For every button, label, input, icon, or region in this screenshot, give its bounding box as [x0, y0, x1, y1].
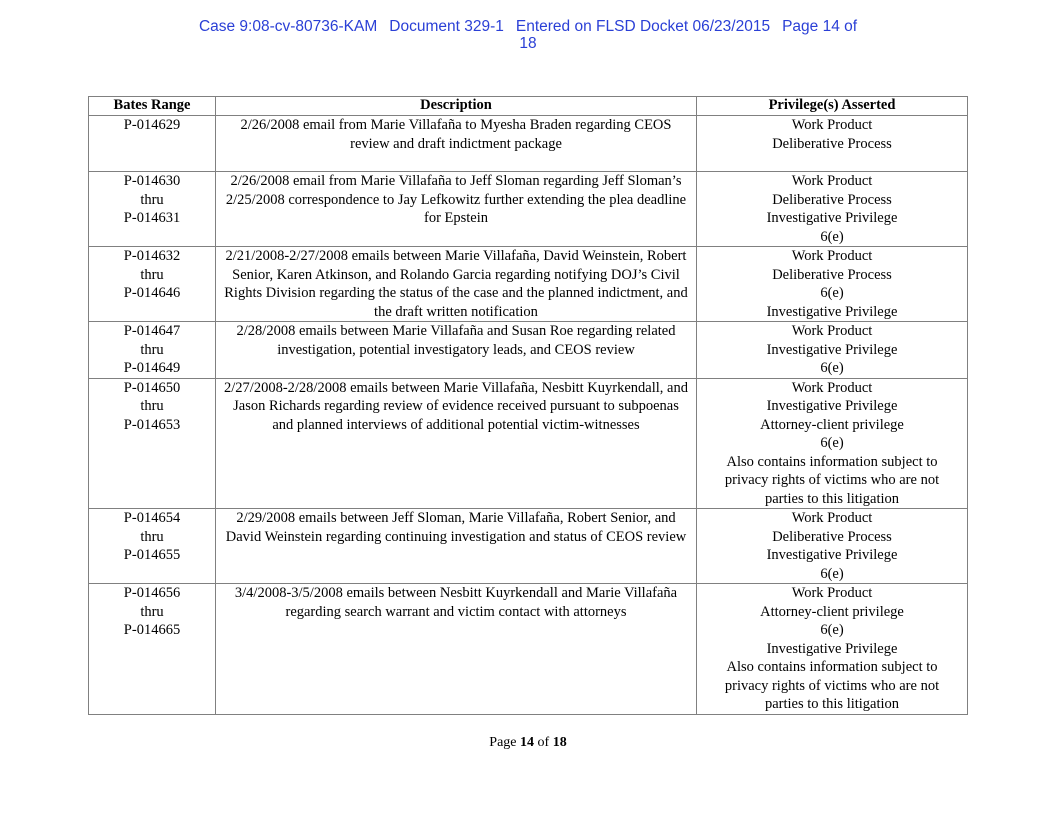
privilege-cell: [697, 322, 968, 379]
privilege-item: 6(e): [820, 565, 844, 582]
privilege-cell: [697, 509, 968, 584]
docket-header-line-1: [0, 18, 1056, 35]
privilege-cell: [697, 116, 968, 172]
description-cell: 2/26/2008 email from Marie Villafaña to Jeff Sloman regarding Jeff Sloman’s 2/25/2008 correspondence to Jay Lefkowitz further extending the plea deadline for Epstein: [216, 172, 697, 247]
bates-line: P-014631: [123, 210, 181, 226]
bates-range-cell: [89, 378, 216, 509]
bates-range-cell: [89, 322, 216, 379]
footer-of-label: of: [537, 735, 550, 750]
column-header-privileges: Privilege(s) Asserted: [697, 97, 968, 116]
page-footer: [0, 735, 1056, 751]
footer-page-total: 18: [552, 735, 567, 750]
privilege-item: Work Product: [791, 248, 873, 264]
privilege-item: privacy rights of victims who are not: [724, 472, 940, 488]
privilege-cell: [697, 172, 968, 247]
table-row: [89, 116, 968, 172]
header-page-total: 18: [519, 35, 537, 52]
column-header-description: Description: [216, 97, 697, 116]
privilege-item: Deliberative Process: [772, 528, 892, 545]
privilege-cell: [697, 584, 968, 715]
bates-line: thru: [140, 603, 164, 620]
privilege-item: 6(e): [820, 228, 844, 245]
footer-page-label: Page: [489, 735, 517, 750]
privilege-item: Work Product: [791, 510, 873, 526]
bates-line: P-014656: [123, 585, 181, 601]
description-cell: 2/26/2008 email from Marie Villafaña to Myesha Braden regarding CEOS review and draft indictment package: [216, 116, 697, 172]
description-cell: 3/4/2008-3/5/2008 emails between Nesbitt Kuyrkendall and Marie Villafaña regarding search warrant and victim contact with attorneys: [216, 584, 697, 715]
bates-range-cell: [89, 247, 216, 322]
docket-header: [0, 18, 1056, 52]
bates-line: P-014653: [123, 416, 181, 433]
bates-line: P-014649: [123, 360, 181, 376]
privilege-item: Deliberative Process: [772, 135, 892, 152]
privilege-item: 6(e): [820, 622, 844, 638]
table-row: [89, 509, 968, 584]
bates-line: P-014665: [123, 622, 181, 638]
privilege-item: Work Product: [791, 323, 873, 339]
bates-line: P-014647: [123, 323, 181, 339]
privilege-item: Investigative Privilege: [766, 398, 898, 414]
bates-line: P-014650: [123, 379, 181, 396]
bates-range-cell: [89, 584, 216, 715]
footer-page-number: 14: [520, 735, 535, 750]
privilege-item: Work Product: [791, 585, 873, 601]
bates-line: P-014632: [123, 248, 181, 264]
column-header-bates: Bates Range: [89, 97, 216, 116]
table-row: [89, 584, 968, 715]
bates-line: P-014629: [123, 117, 181, 133]
privilege-cell: [697, 378, 968, 509]
bates-line: thru: [140, 398, 164, 414]
description-cell: 2/28/2008 emails between Marie Villafaña and Susan Roe regarding related investigation, potential investigatory leads, and CEOS review: [216, 322, 697, 379]
bates-line: P-014646: [123, 285, 181, 301]
privilege-item: Investigative Privilege: [766, 640, 898, 657]
docket-entry-date: Entered on FLSD Docket 06/23/2015: [515, 18, 771, 35]
privilege-item: 6(e): [820, 435, 844, 451]
table-row: [89, 172, 968, 247]
table-row: [89, 378, 968, 509]
bates-line: P-014630: [123, 173, 181, 189]
privilege-item: Attorney-client privilege: [760, 416, 904, 433]
table-row: [89, 247, 968, 322]
bates-line: P-014655: [123, 547, 181, 563]
privilege-item: Investigative Privilege: [766, 547, 898, 563]
bates-range-cell: [89, 509, 216, 584]
header-page-prefix: Page 14 of: [782, 18, 858, 35]
privilege-item: Investigative Privilege: [766, 341, 898, 358]
bates-range-cell: [89, 172, 216, 247]
table-row: [89, 322, 968, 379]
bates-range-cell: [89, 116, 216, 172]
privilege-item: privacy rights of victims who are not: [724, 677, 940, 694]
privilege-item: Investigative Privilege: [766, 303, 898, 320]
case-number: Case 9:08-cv-80736-KAM: [198, 18, 378, 35]
privilege-item: parties to this litigation: [764, 696, 900, 712]
privilege-item: Also contains information subject to: [726, 453, 938, 470]
privilege-item: Attorney-client privilege: [760, 603, 904, 620]
bates-line: thru: [140, 191, 164, 208]
privilege-log-table: [88, 96, 968, 715]
privilege-item: 6(e): [820, 360, 844, 376]
privilege-item: Work Product: [791, 173, 873, 189]
bates-line: P-014654: [123, 510, 181, 526]
description-cell: 2/27/2008-2/28/2008 emails between Marie Villafaña, Nesbitt Kuyrkendall, and Jason Richards regarding review of evidence received pursuant to subpoenas and planned interviews of additional potential victim-witnesses: [216, 378, 697, 509]
privilege-item: Investigative Privilege: [766, 210, 898, 226]
table-header-row: [89, 97, 968, 116]
bates-line: thru: [140, 266, 164, 283]
privilege-item: Deliberative Process: [772, 191, 892, 208]
bates-line: thru: [140, 341, 164, 358]
privilege-item: Work Product: [791, 117, 873, 133]
privilege-item: 6(e): [820, 285, 844, 301]
document-number: Document 329-1: [389, 18, 504, 35]
bates-line: thru: [140, 528, 164, 545]
privilege-item: Work Product: [791, 379, 873, 396]
privilege-item: Also contains information subject to: [726, 659, 938, 675]
privilege-cell: [697, 247, 968, 322]
description-cell: 2/29/2008 emails between Jeff Sloman, Marie Villafaña, Robert Senior, and David Weinstein regarding continuing investigation and status of CEOS review: [216, 509, 697, 584]
privilege-item: Deliberative Process: [772, 266, 892, 283]
privilege-item: parties to this litigation: [764, 490, 900, 507]
description-cell: 2/21/2008-2/27/2008 emails between Marie Villafaña, David Weinstein, Robert Senior, Karen Atkinson, and Rolando Garcia regarding notifying DOJ’s Civil Rights Division regarding the status of the case and the planned indictment, and the draft written notification: [216, 247, 697, 322]
